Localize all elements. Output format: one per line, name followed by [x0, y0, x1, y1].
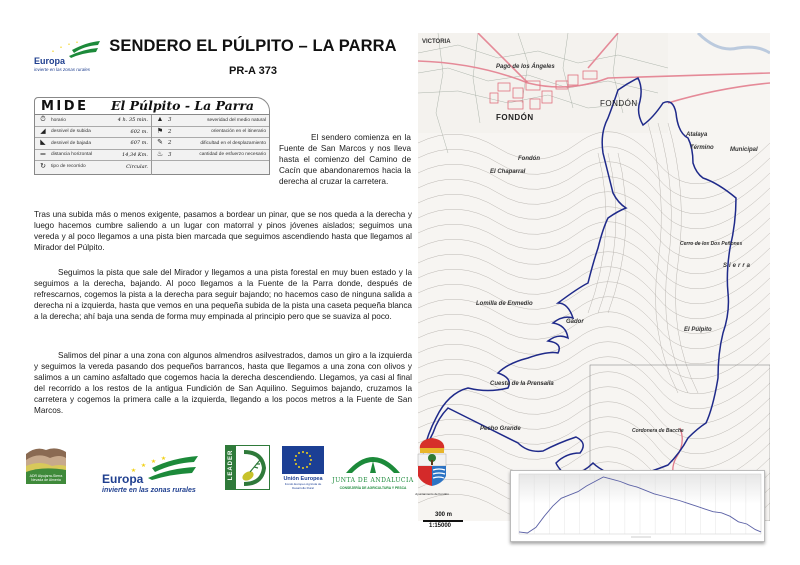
- map-label: Gádor: [566, 319, 584, 325]
- mide-row-orientacion: [152, 127, 269, 139]
- mide-left-column: [35, 115, 152, 175]
- effort-icon: ♨: [156, 150, 164, 158]
- description-paragraph-1b: Tras una subida más o menos exigente, pasamos a bordear un pinar, que se nos queda a la derecha y luego hacemos cumbre saliendo a un lugar con matorral y pinos jóvenes aislados; seguimos una vereda y al poco llegamos a una pista bien marcada que seguimos ascendiendo hasta que llegamos al Mirador del Púlpito.: [34, 210, 412, 252]
- ascent-icon: ◢: [40, 127, 46, 135]
- elevation-profile-graphic: [511, 471, 764, 541]
- map-label: Municipal: [730, 147, 758, 153]
- map-label: El Chaparral: [490, 169, 526, 175]
- map-label: Lomilla de Enmedio: [476, 301, 533, 307]
- map-label: Pago de los Ángeles: [496, 64, 555, 70]
- map-label-town: FONDÓN: [496, 113, 534, 122]
- mide-route-name: El Púlpito - La Parra: [111, 98, 255, 113]
- mide-row-bajada: [35, 138, 151, 150]
- description-paragraph-1a: El sendero comienza en la Fuente de San Marcos y nos lleva hasta el comienzo del Camino de Cacín que abandonaremos hacia la derecha al cruzar la carretera.: [279, 133, 411, 186]
- europa-word: Europa: [34, 56, 66, 66]
- coat-of-arms-icon: [414, 436, 450, 498]
- topographic-map: [418, 33, 770, 521]
- mide-label: dificultad en el desplazamiento: [200, 140, 266, 146]
- boot-icon: ✎: [157, 139, 163, 147]
- elevation-profile-chart: [510, 470, 765, 542]
- eu-flag-logo: [282, 446, 324, 496]
- map-label-town: FONDÓN: [600, 99, 638, 108]
- mide-score: 3: [168, 151, 172, 158]
- map-scale: [423, 512, 465, 532]
- map-label: Sierra: [723, 263, 753, 269]
- junta-andalucia-logo: [330, 447, 416, 495]
- adr-caption: ADR Alpujarra-Sierra Nevada de Almería: [29, 474, 63, 482]
- europa-tagline: invierte en las zonas rurales: [102, 487, 196, 494]
- descent-icon: ◣: [40, 139, 46, 147]
- mide-logo: MIDE: [41, 99, 89, 114]
- europa-logo-header: [32, 38, 102, 74]
- map-label: Cuesta de la Prensaíla: [490, 381, 554, 387]
- europa-tagline: invierte en las zonas rurales: [34, 67, 91, 72]
- map-label: Cordonera de Bacche: [632, 428, 684, 434]
- map-graphic: [418, 33, 770, 521]
- eu-name: Unión Europea: [283, 476, 323, 482]
- map-label: Término: [690, 145, 714, 151]
- mide-label: cantidad de esfuerzo necesario: [199, 152, 266, 158]
- mide-label: severidad del medio natural: [207, 117, 266, 123]
- mide-panel: [34, 97, 270, 175]
- leader-leaf-icon: [226, 446, 270, 490]
- clock-icon: ⏱: [40, 116, 46, 124]
- mide-row-horario: [35, 115, 151, 127]
- mide-score: 2: [168, 128, 172, 135]
- map-label: Atalaya: [686, 132, 708, 138]
- mide-row-distancia: [35, 150, 151, 162]
- leader-logo: [225, 445, 270, 490]
- adr-alpujarra-logo: [24, 444, 68, 492]
- mide-label: orientación en el itinerario: [211, 129, 266, 135]
- junta-arch-icon: [330, 447, 416, 479]
- page-title: SENDERO EL PÚLPITO – LA PARRA: [109, 37, 397, 55]
- mide-value: Circular.: [126, 163, 148, 170]
- mide-label: tipo de recorrido: [51, 164, 86, 170]
- mide-row-severidad: [152, 115, 269, 127]
- map-label: Cerro de los Dos Peñones: [680, 241, 743, 247]
- circular-route-icon: ↻: [40, 162, 46, 170]
- mide-label: desnivel de bajada: [51, 140, 92, 146]
- mide-value: 4 h. 35 min.: [117, 117, 148, 124]
- europa-word: Europa: [102, 472, 144, 486]
- europa-logo-footer: [100, 452, 205, 496]
- distance-icon: ═: [40, 150, 46, 158]
- scale-bar: [423, 520, 463, 522]
- mide-row-subida: [35, 127, 151, 139]
- map-label: Pecho Grande: [480, 426, 521, 432]
- coat-caption: Ayuntamiento de Fondón: [415, 492, 449, 496]
- mide-label: distancia horizontal: [51, 152, 93, 158]
- mide-score: 3: [168, 117, 172, 124]
- mide-value: 602 m.: [130, 128, 148, 135]
- map-label: El Púlpito: [684, 327, 712, 333]
- mide-right-column: [152, 115, 269, 175]
- map-label: VICTORIA: [422, 39, 451, 45]
- description-paragraph-2: Seguimos la pista que sale del Mirador y llegamos a una pista forestal en muy buen estado y la seguimos a la derecha, bajando. Al poco llegamos a la Fuente de la Parra donde, después de refrescarnos, cogemos la pista a la derecha para seguir bajando; no hacemos caso de ninguna salida a derecha ni a izquierda, hasta que vemos en una pequeña subida de la pista una caseta pequeña blanca a la derecha; ahí baja una senda de forma muy empinada al principio pero que se suaviza al poco.: [34, 268, 412, 321]
- mountain-severity-icon: ▲: [156, 116, 164, 124]
- leader-text: LEADER: [228, 449, 234, 481]
- mide-label: desnivel de subida: [51, 129, 91, 135]
- description-paragraph-3: Salimos del pinar a una zona con algunos almendros asilvestrados, damos un giro a la izquierda y seguimos la vereda pasando dos pequeños barrancos, hasta que llegamos a una zona con olivos y salimos a un camino asfaltado que cogemos hacia la derecha descendiendo. Llegamos, ya casi al final del recorrido a los restos de la antigua Fundición de San Aquilino. Seguimos bajando, cruzamos la carretera y cogemos la primera calle a la izquierda, llegando a los pocos metros a la Fuente de San Marcos.: [34, 351, 412, 415]
- orientation-icon: ⚑: [156, 127, 164, 135]
- route-code: PR-A 373: [229, 65, 277, 77]
- mide-row-tipo: [35, 161, 151, 173]
- scale-ratio: 1:15000: [429, 523, 452, 529]
- andalucia-stripes-icon: [32, 38, 102, 58]
- mide-value: 14,34 Km.: [122, 151, 148, 158]
- mide-row-esfuerzo: [152, 150, 269, 162]
- fondon-coat-of-arms: [414, 436, 450, 498]
- eu-flag-icon: [282, 446, 324, 476]
- scale-distance: 300 m: [435, 512, 453, 518]
- junta-dept: CONSEJERÍA DE AGRICULTURA Y PESCA: [339, 486, 407, 490]
- junta-name: JUNTA DE ANDALUCIA: [332, 477, 414, 484]
- mide-score: 2: [168, 140, 172, 147]
- mide-value: 607 m.: [130, 140, 148, 147]
- eu-fund: Fondo Europeo Agrícola de Desarrollo Rural: [284, 482, 322, 490]
- mide-header: [35, 98, 269, 115]
- mide-label: horario: [51, 117, 66, 123]
- map-label: Fondón: [518, 156, 540, 162]
- mide-row-dificultad: [152, 138, 269, 150]
